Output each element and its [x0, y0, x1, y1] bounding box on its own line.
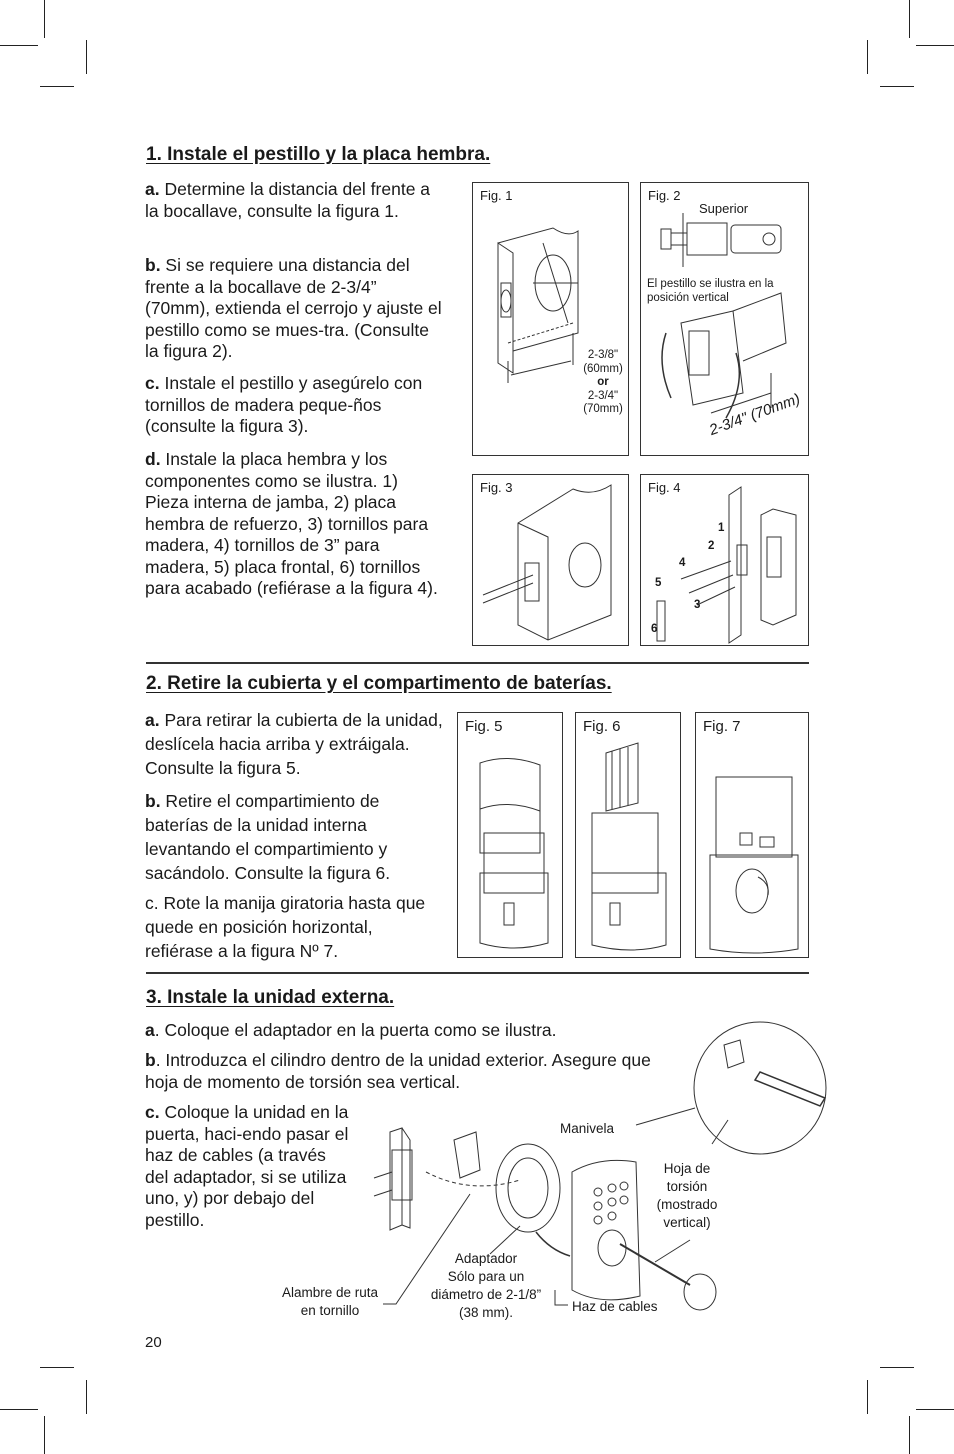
- adaptador-note: Sólo para un diámetro de 2-1/8” (38 mm).: [430, 1269, 542, 1320]
- top-label: Superior: [699, 201, 749, 216]
- section-1-title: 1. Instale el pestillo y la placa hembra.: [146, 144, 491, 165]
- figure-5-label: Fig. 5: [465, 718, 503, 735]
- step-3a: a. Coloque el adaptador en la puerta como se ilustra.: [145, 1020, 557, 1040]
- figure-2-label: Fig. 2: [648, 188, 681, 203]
- page-number: 20: [145, 1334, 162, 1351]
- figure-4: Fig. 4 1 2 3 4 5 6: [640, 474, 809, 646]
- figure-1-label: Fig. 1: [480, 188, 513, 203]
- dimension-label: 2-3/4" (70mm): [707, 390, 803, 439]
- hoja-callout: Hoja de torsión (mostrado vertical): [656, 1161, 718, 1230]
- step-1a: a. Determine la distancia del frente a la bocallave, consulte la figura 1.: [145, 179, 431, 221]
- step-2b: b. Retire el compartimiento de baterías de la unidad interna levantando el compartimiento y sacándolo. Consulte la figura 6.: [145, 791, 391, 883]
- section-3-title: 3. Instale la unidad externa.: [146, 987, 395, 1008]
- manivela-callout: Manivela: [560, 1121, 615, 1136]
- step-1c: c. Instale el pestillo y asegúrelo con tornillos de madera peque-ños (consulte la figura 3).: [145, 373, 423, 436]
- figure-4-label: Fig. 4: [648, 480, 681, 495]
- step-3c: c. Coloque la unidad en la puerta, haci-endo pasar el haz de cables (a través del adaptador, si se utiliza uno, y) por debajo del pestillo.: [145, 1102, 349, 1230]
- dimension-labels: 2-3/8" (60mm) or 2-3/4" (70mm): [583, 349, 623, 415]
- step-2a: a. Para retirar la cubierta de la unidad, deslícela hacia arriba y extráigala. Consulte la figura 5.: [145, 710, 443, 778]
- figure-3-label: Fig. 3: [480, 480, 513, 495]
- step-1b: b. Si se requiere una distancia del frente a la bocallave de 2-3/4” (70mm), extienda el cerrojo y ajuste el pestillo como se mues-tra. (Consulte la figura 2).: [145, 255, 442, 361]
- section-2-title: 2. Retire la cubierta y el compartimento de baterías.: [146, 673, 612, 694]
- step-1d: d. Instale la placa hembra y los componentes como se ilustra. 1) Pieza interna de jamba, 2) placa hembra de refuerzo, 3) tornillos para madera, 4) tornillos de 3” para madera, 5) placa frontal, 6) tornillos para acabado (refiérase a la figura 4).: [145, 449, 438, 598]
- haz-callout: Haz de cables: [572, 1299, 658, 1314]
- orientation-note: El pestillo se ilustra en la posición vertical: [647, 278, 774, 304]
- figure-6-label: Fig. 6: [583, 718, 621, 735]
- adaptador-callout: Adaptador: [454, 1251, 518, 1266]
- step-3b: b. Introduzca el cilindro dentro de la unidad exterior. Asegure que hoja de momento de torsión sea vertical.: [145, 1050, 651, 1092]
- figure-7-label: Fig. 7: [703, 718, 741, 735]
- alambre-callout: Alambre de ruta en tornillo: [281, 1285, 379, 1318]
- step-2c: c. Rote la manija giratoria hasta que quede en posición horizontal, refiérase a la figura Nº 7.: [145, 893, 426, 961]
